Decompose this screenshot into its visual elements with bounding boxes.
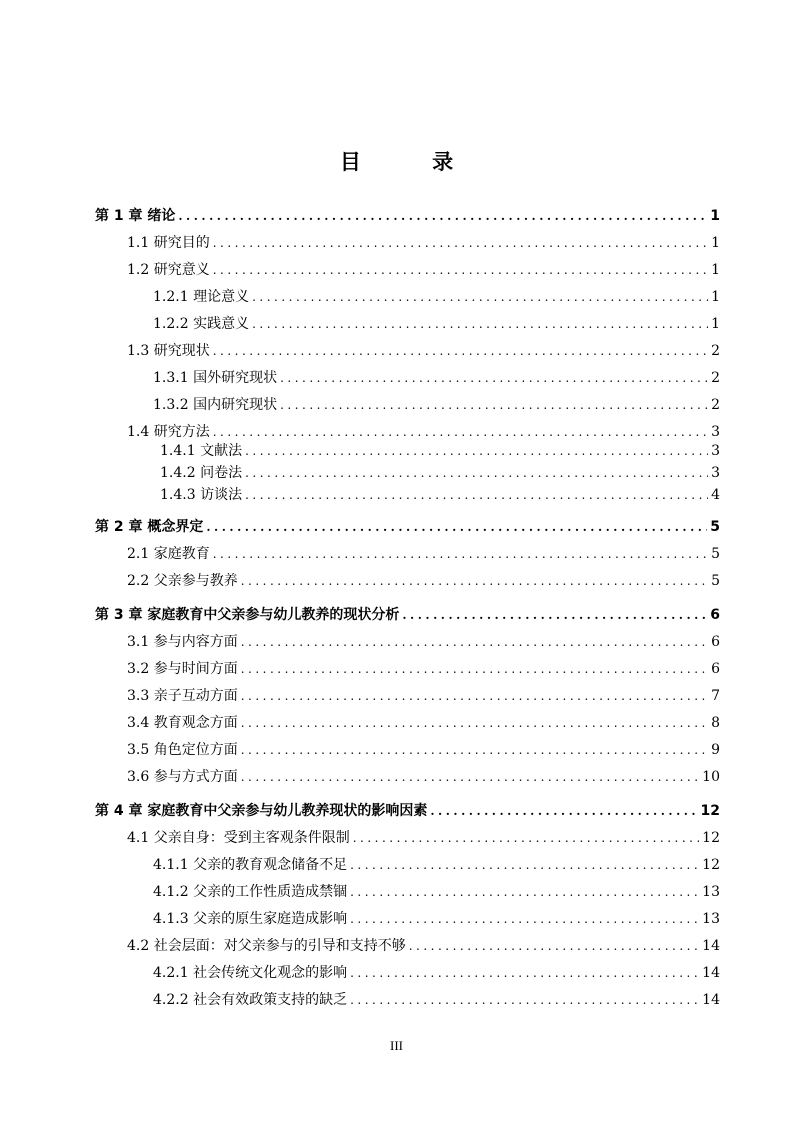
toc-leader-dots (350, 881, 699, 903)
toc-entry-page: 12 (702, 857, 720, 873)
toc-entry-page: 12 (702, 830, 720, 846)
toc-entry-label: 1.4.1 文献法 (160, 443, 243, 459)
toc-leader-dots (213, 340, 708, 362)
toc-entry-label: 4.1 父亲自身：受到主客观条件限制 (127, 830, 350, 846)
toc-entry-label: 1.1 研究目的 (127, 235, 210, 251)
toc-entry-page: 2 (711, 370, 720, 386)
toc-entry-label: 第 1 章 绪论 (95, 208, 176, 224)
toc-entry-page: 3 (711, 443, 720, 459)
toc-entry-page: 1 (710, 208, 720, 224)
toc-leader-dots (178, 205, 707, 227)
toc-leader-dots (245, 484, 708, 506)
toc-entry-label: 1.4 研究方法 (127, 424, 210, 440)
toc-entry-label: 1.3 研究现状 (127, 343, 210, 359)
toc-entry (127, 259, 720, 281)
toc-entry-page: 8 (711, 715, 720, 731)
toc-entry-page: 6 (711, 661, 720, 677)
toc-entry (153, 908, 720, 930)
toc-entry-label: 4.2.1 社会传统文化观念的影响 (153, 965, 348, 981)
toc-entry-label: 1.4.3 访谈法 (160, 487, 243, 503)
toc-entry-page: 6 (711, 634, 720, 650)
toc-leader-dots (206, 516, 707, 538)
toc-entry (153, 313, 720, 335)
toc-entry-label: 1.2 研究意义 (127, 262, 210, 278)
toc-entry-page: 5 (711, 573, 720, 589)
toc-entry-page: 1 (711, 316, 720, 332)
toc-entry-label: 4.1.3 父亲的原生家庭造成影响 (153, 911, 348, 927)
toc-entry-label: 3.5 角色定位方面 (127, 742, 238, 758)
toc-entry (127, 935, 720, 957)
toc-entry-page: 1 (711, 262, 720, 278)
toc-leader-dots (241, 712, 708, 734)
toc-entry-page: 14 (702, 938, 720, 954)
toc-entry-label: 3.1 参与内容方面 (127, 634, 238, 650)
toc-leader-dots (402, 604, 707, 626)
toc-entry (153, 962, 720, 984)
toc-entry-page: 2 (711, 343, 720, 359)
toc-entry (153, 286, 720, 308)
toc-entry-label: 3.3 亲子互动方面 (127, 688, 238, 704)
toc-entry (127, 631, 720, 653)
toc-entry-page: 10 (702, 769, 720, 785)
toc-entry-label: 第 4 章 家庭教育中父亲参与幼儿教养现状的影响因素 (95, 803, 428, 819)
toc-leader-dots (213, 543, 708, 565)
toc-entry (160, 484, 720, 506)
toc-entry (127, 340, 720, 362)
toc-entry-page: 14 (702, 992, 720, 1008)
toc-entry-page: 2 (711, 397, 720, 413)
toc-leader-dots (280, 394, 708, 416)
toc-leader-dots (241, 658, 708, 680)
toc-entry-page: 5 (710, 519, 720, 535)
toc-entry-label: 4.2.2 社会有效政策支持的缺乏 (153, 992, 348, 1008)
toc-leader-dots (252, 286, 708, 308)
toc-entry-page: 13 (702, 884, 720, 900)
toc-entry (160, 462, 720, 484)
toc-entry (127, 543, 720, 565)
toc-entry (160, 440, 720, 462)
toc-entry (127, 827, 720, 849)
toc-entry-label: 4.2 社会层面：对父亲参与的引导和支持不够 (127, 938, 406, 954)
toc-entry (95, 205, 720, 227)
toc-entry-label: 第 3 章 家庭教育中父亲参与幼儿教养的现状分析 (95, 607, 400, 623)
toc-entry (153, 367, 720, 389)
toc-leader-dots (353, 827, 699, 849)
toc-entry (127, 766, 720, 788)
toc-entry-label: 1.4.2 问卷法 (160, 465, 243, 481)
toc-entry (127, 232, 720, 254)
toc-entry (95, 516, 720, 538)
toc-leader-dots (350, 962, 699, 984)
toc-entry-page: 3 (711, 424, 720, 440)
toc-leader-dots (350, 908, 699, 930)
toc-entry-label: 3.4 教育观念方面 (127, 715, 238, 731)
toc-entry (95, 604, 720, 626)
toc-entry-page: 3 (711, 465, 720, 481)
toc-leader-dots (430, 800, 697, 822)
page-title: 目 录 (339, 150, 486, 174)
toc-entry-label: 4.1.2 父亲的工作性质造成禁锢 (153, 884, 348, 900)
toc-leader-dots (241, 766, 699, 788)
toc-leader-dots (409, 935, 699, 957)
toc-leader-dots (245, 440, 708, 462)
page-number: III (390, 1038, 403, 1053)
toc-entry-page: 14 (702, 965, 720, 981)
toc-leader-dots (252, 313, 708, 335)
toc-entry-label: 2.1 家庭教育 (127, 546, 210, 562)
toc-entry (127, 570, 720, 592)
toc-entry (127, 739, 720, 761)
toc-leader-dots (280, 367, 708, 389)
toc-entry-page: 6 (710, 607, 720, 623)
toc-entry-label: 1.3.1 国外研究现状 (153, 370, 278, 386)
toc-entry-page: 7 (711, 688, 720, 704)
toc-entry-page: 1 (711, 235, 720, 251)
toc-entry-page: 12 (700, 803, 720, 819)
toc-entry-page: 5 (711, 546, 720, 562)
toc-leader-dots (213, 259, 708, 281)
toc-entry-label: 3.2 参与时间方面 (127, 661, 238, 677)
toc-leader-dots (350, 989, 699, 1011)
toc-leader-dots (241, 685, 708, 707)
toc-entry-label: 2.2 父亲参与教养 (127, 573, 238, 589)
toc-leader-dots (241, 570, 708, 592)
toc-entry-page: 4 (711, 487, 720, 503)
toc-entry (153, 854, 720, 876)
toc-entry (153, 989, 720, 1011)
toc-entry (127, 658, 720, 680)
toc-entry-label: 3.6 参与方式方面 (127, 769, 238, 785)
toc-entry-label: 1.2.2 实践意义 (153, 316, 250, 332)
toc-entry-label: 1.3.2 国内研究现状 (153, 397, 278, 413)
toc-leader-dots (245, 462, 708, 484)
toc-entry (153, 881, 720, 903)
toc-entry-label: 4.1.1 父亲的教育观念储备不足 (153, 857, 348, 873)
toc-entry (153, 394, 720, 416)
toc-entry-label: 1.2.1 理论意义 (153, 289, 250, 305)
toc-leader-dots (350, 854, 699, 876)
toc-entry (127, 712, 720, 734)
toc-entry (95, 800, 720, 822)
toc-entry-page: 1 (711, 289, 720, 305)
toc-entry-page: 9 (711, 742, 720, 758)
toc-entry (127, 685, 720, 707)
toc-leader-dots (241, 631, 708, 653)
toc-leader-dots (241, 739, 708, 761)
toc-leader-dots (213, 232, 708, 254)
toc-entry-page: 13 (702, 911, 720, 927)
toc-entry-label: 第 2 章 概念界定 (95, 519, 204, 535)
